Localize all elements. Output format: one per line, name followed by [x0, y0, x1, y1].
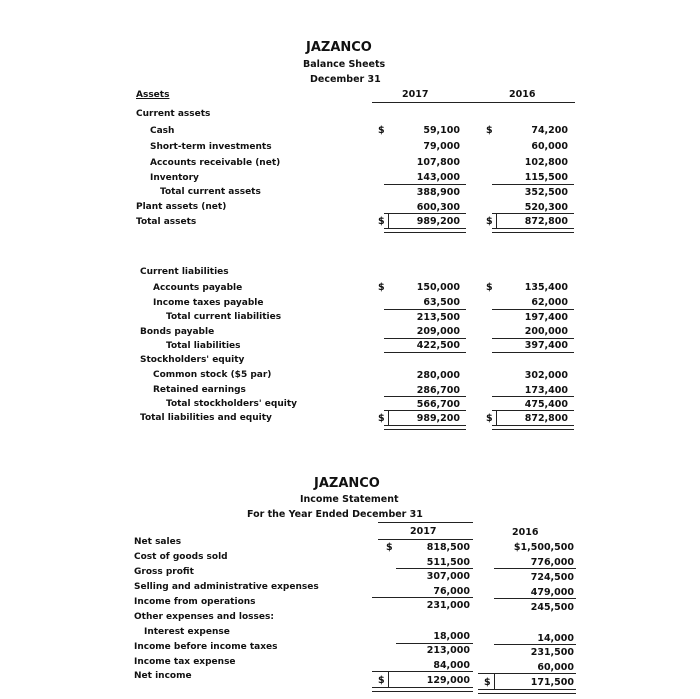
dollar-sign: $: [378, 413, 385, 424]
value-2017: 307,000: [426, 571, 470, 582]
dollar-sign: $: [386, 542, 393, 553]
value-2017: 63,500: [423, 297, 460, 308]
row-label: Income before income taxes: [134, 642, 278, 652]
column-divider: [388, 214, 389, 228]
value-2017: 76,000: [433, 586, 470, 597]
value-2016: 60,000: [537, 662, 574, 673]
value-2017: 989,200: [416, 413, 460, 424]
subtotal-rule: [492, 213, 574, 214]
row-label: Short-term investments: [150, 142, 272, 152]
value-2017: 511,500: [426, 557, 470, 568]
value-2016: 60,000: [531, 141, 568, 152]
value-2017: 286,700: [416, 385, 460, 396]
subtotal-rule: [494, 598, 576, 599]
row-label: Cost of goods sold: [134, 552, 228, 562]
subtotal-rule: [492, 338, 574, 339]
row-label: Bonds payable: [140, 327, 215, 337]
dollar-sign: $: [378, 675, 385, 686]
column-divider: [496, 214, 497, 228]
value-2016: 776,000: [530, 557, 574, 568]
subtotal-rule: [492, 410, 574, 411]
row-label: Common stock ($5 par): [153, 370, 272, 380]
section-header: Current liabilities: [140, 267, 229, 277]
value-2017: 280,000: [416, 370, 460, 381]
value-2016: 245,500: [530, 602, 574, 613]
value-2016: 173,400: [524, 385, 568, 396]
subtotal-rule: [494, 568, 576, 569]
value-2017: 18,000: [433, 631, 470, 642]
row-label: Net income: [134, 671, 192, 681]
value-2017: 213,500: [416, 312, 460, 323]
value-2016: $1,500,500: [513, 542, 574, 553]
subtotal-rule: [384, 184, 466, 185]
subtotal-rule: [384, 338, 466, 339]
value-2016: 479,000: [530, 587, 574, 598]
subtotal-rule: [372, 597, 473, 598]
dollar-sign: $: [484, 677, 491, 688]
value-2016: 352,500: [524, 187, 568, 198]
value-2016: 115,500: [524, 172, 568, 183]
total-double-rule: [384, 425, 466, 430]
total-double-rule: [478, 689, 576, 694]
value-2016: 397,400: [524, 340, 568, 351]
value-2016: 872,800: [524, 413, 568, 424]
value-2017: 989,200: [416, 216, 460, 227]
subtotal-rule: [384, 352, 466, 353]
total-double-rule: [492, 425, 574, 430]
subtotal-rule: [492, 352, 574, 353]
row-label: Total assets: [136, 217, 197, 227]
value-2016: 62,000: [531, 297, 568, 308]
value-2017: 209,000: [416, 326, 460, 337]
value-2016: 872,800: [524, 216, 568, 227]
row-label: Total liabilities: [166, 341, 241, 351]
row-label: Total liabilities and equity: [140, 413, 272, 423]
dollar-sign: $: [378, 216, 385, 227]
assets-header: Assets: [136, 90, 170, 100]
header-rule: [378, 539, 473, 540]
col-2016-header: 2016: [509, 89, 536, 100]
subtotal-rule: [384, 213, 466, 214]
value-2016: 197,400: [524, 312, 568, 323]
value-2017: 600,300: [416, 202, 460, 213]
company-name: JAZANCO: [314, 476, 380, 491]
row-label: Plant assets (net): [136, 202, 227, 212]
value-2017: 388,900: [416, 187, 460, 198]
value-2017: 150,000: [416, 282, 460, 293]
total-double-rule: [492, 228, 574, 233]
value-2017: 79,000: [423, 141, 460, 152]
section-header: Stockholders' equity: [140, 355, 245, 365]
subtotal-rule: [384, 396, 466, 397]
value-2016: 200,000: [524, 326, 568, 337]
value-2016: 302,000: [524, 370, 568, 381]
row-label: Cash: [150, 126, 175, 136]
subtotal-rule: [492, 309, 574, 310]
row-label: Inventory: [150, 173, 199, 183]
value-2016: 14,000: [537, 633, 574, 644]
value-2016: 135,400: [524, 282, 568, 293]
value-2017: 566,700: [416, 399, 460, 410]
row-label: Selling and administrative expenses: [134, 582, 319, 592]
subtotal-rule: [396, 643, 473, 644]
row-label: Net sales: [134, 537, 182, 547]
value-2017: 107,800: [416, 157, 460, 168]
subtotal-rule: [492, 184, 574, 185]
current-assets-label: Current assets: [136, 109, 211, 119]
column-divider: [496, 411, 497, 425]
col-2016-header: 2016: [512, 527, 539, 538]
dollar-sign: $: [378, 282, 385, 293]
subtotal-rule: [384, 309, 466, 310]
value-2017: 59,100: [423, 125, 460, 136]
subtotal-rule: [384, 410, 466, 411]
col-2017-header: 2017: [410, 526, 437, 537]
row-label: Income tax expense: [134, 657, 236, 667]
row-label: Interest expense: [144, 627, 230, 637]
row-label: Accounts receivable (net): [150, 158, 281, 168]
subtotal-rule: [478, 673, 576, 674]
row-label: Accounts payable: [153, 283, 243, 293]
subtotal-rule: [492, 396, 574, 397]
dollar-sign: $: [486, 413, 493, 424]
total-double-rule: [384, 228, 466, 233]
subtotal-rule: [494, 644, 576, 645]
value-2016: 74,200: [531, 125, 568, 136]
section-header: Other expenses and losses:: [134, 612, 274, 622]
row-label: Income taxes payable: [153, 298, 264, 308]
col-2017-header: 2017: [402, 89, 429, 100]
statement-date: December 31: [310, 74, 381, 85]
dollar-sign: $: [378, 125, 385, 136]
value-2017: 818,500: [426, 542, 470, 553]
value-2017: 231,000: [426, 600, 470, 611]
row-label: Total stockholders' equity: [166, 399, 297, 409]
statement-title: Balance Sheets: [303, 59, 386, 70]
column-divider: [494, 674, 495, 689]
company-name: JAZANCO: [306, 40, 372, 55]
total-double-rule: [372, 687, 473, 692]
row-label: Total current assets: [160, 187, 261, 197]
dollar-sign: $: [486, 282, 493, 293]
value-2016: 475,400: [524, 399, 568, 410]
value-2016: 724,500: [530, 572, 574, 583]
row-label: Income from operations: [134, 597, 256, 607]
statement-period: For the Year Ended December 31: [247, 509, 423, 520]
value-2016: 520,300: [524, 202, 568, 213]
value-2017: 84,000: [433, 660, 470, 671]
value-2016: 171,500: [530, 677, 574, 688]
value-2016: 102,800: [524, 157, 568, 168]
header-rule: [372, 102, 575, 103]
column-divider: [388, 411, 389, 425]
row-label: Retained earnings: [153, 385, 246, 395]
value-2017: 129,000: [426, 675, 470, 686]
value-2017: 422,500: [416, 340, 460, 351]
row-label: Gross profit: [134, 567, 194, 577]
value-2017: 143,000: [416, 172, 460, 183]
column-divider: [388, 672, 389, 687]
value-2016: 231,500: [530, 647, 574, 658]
subtotal-rule: [396, 568, 473, 569]
value-2017: 213,000: [426, 645, 470, 656]
dollar-sign: $: [486, 216, 493, 227]
header-rule: [378, 522, 473, 523]
dollar-sign: $: [486, 125, 493, 136]
row-label: Total current liabilities: [166, 312, 282, 322]
statement-title: Income Statement: [300, 494, 399, 505]
